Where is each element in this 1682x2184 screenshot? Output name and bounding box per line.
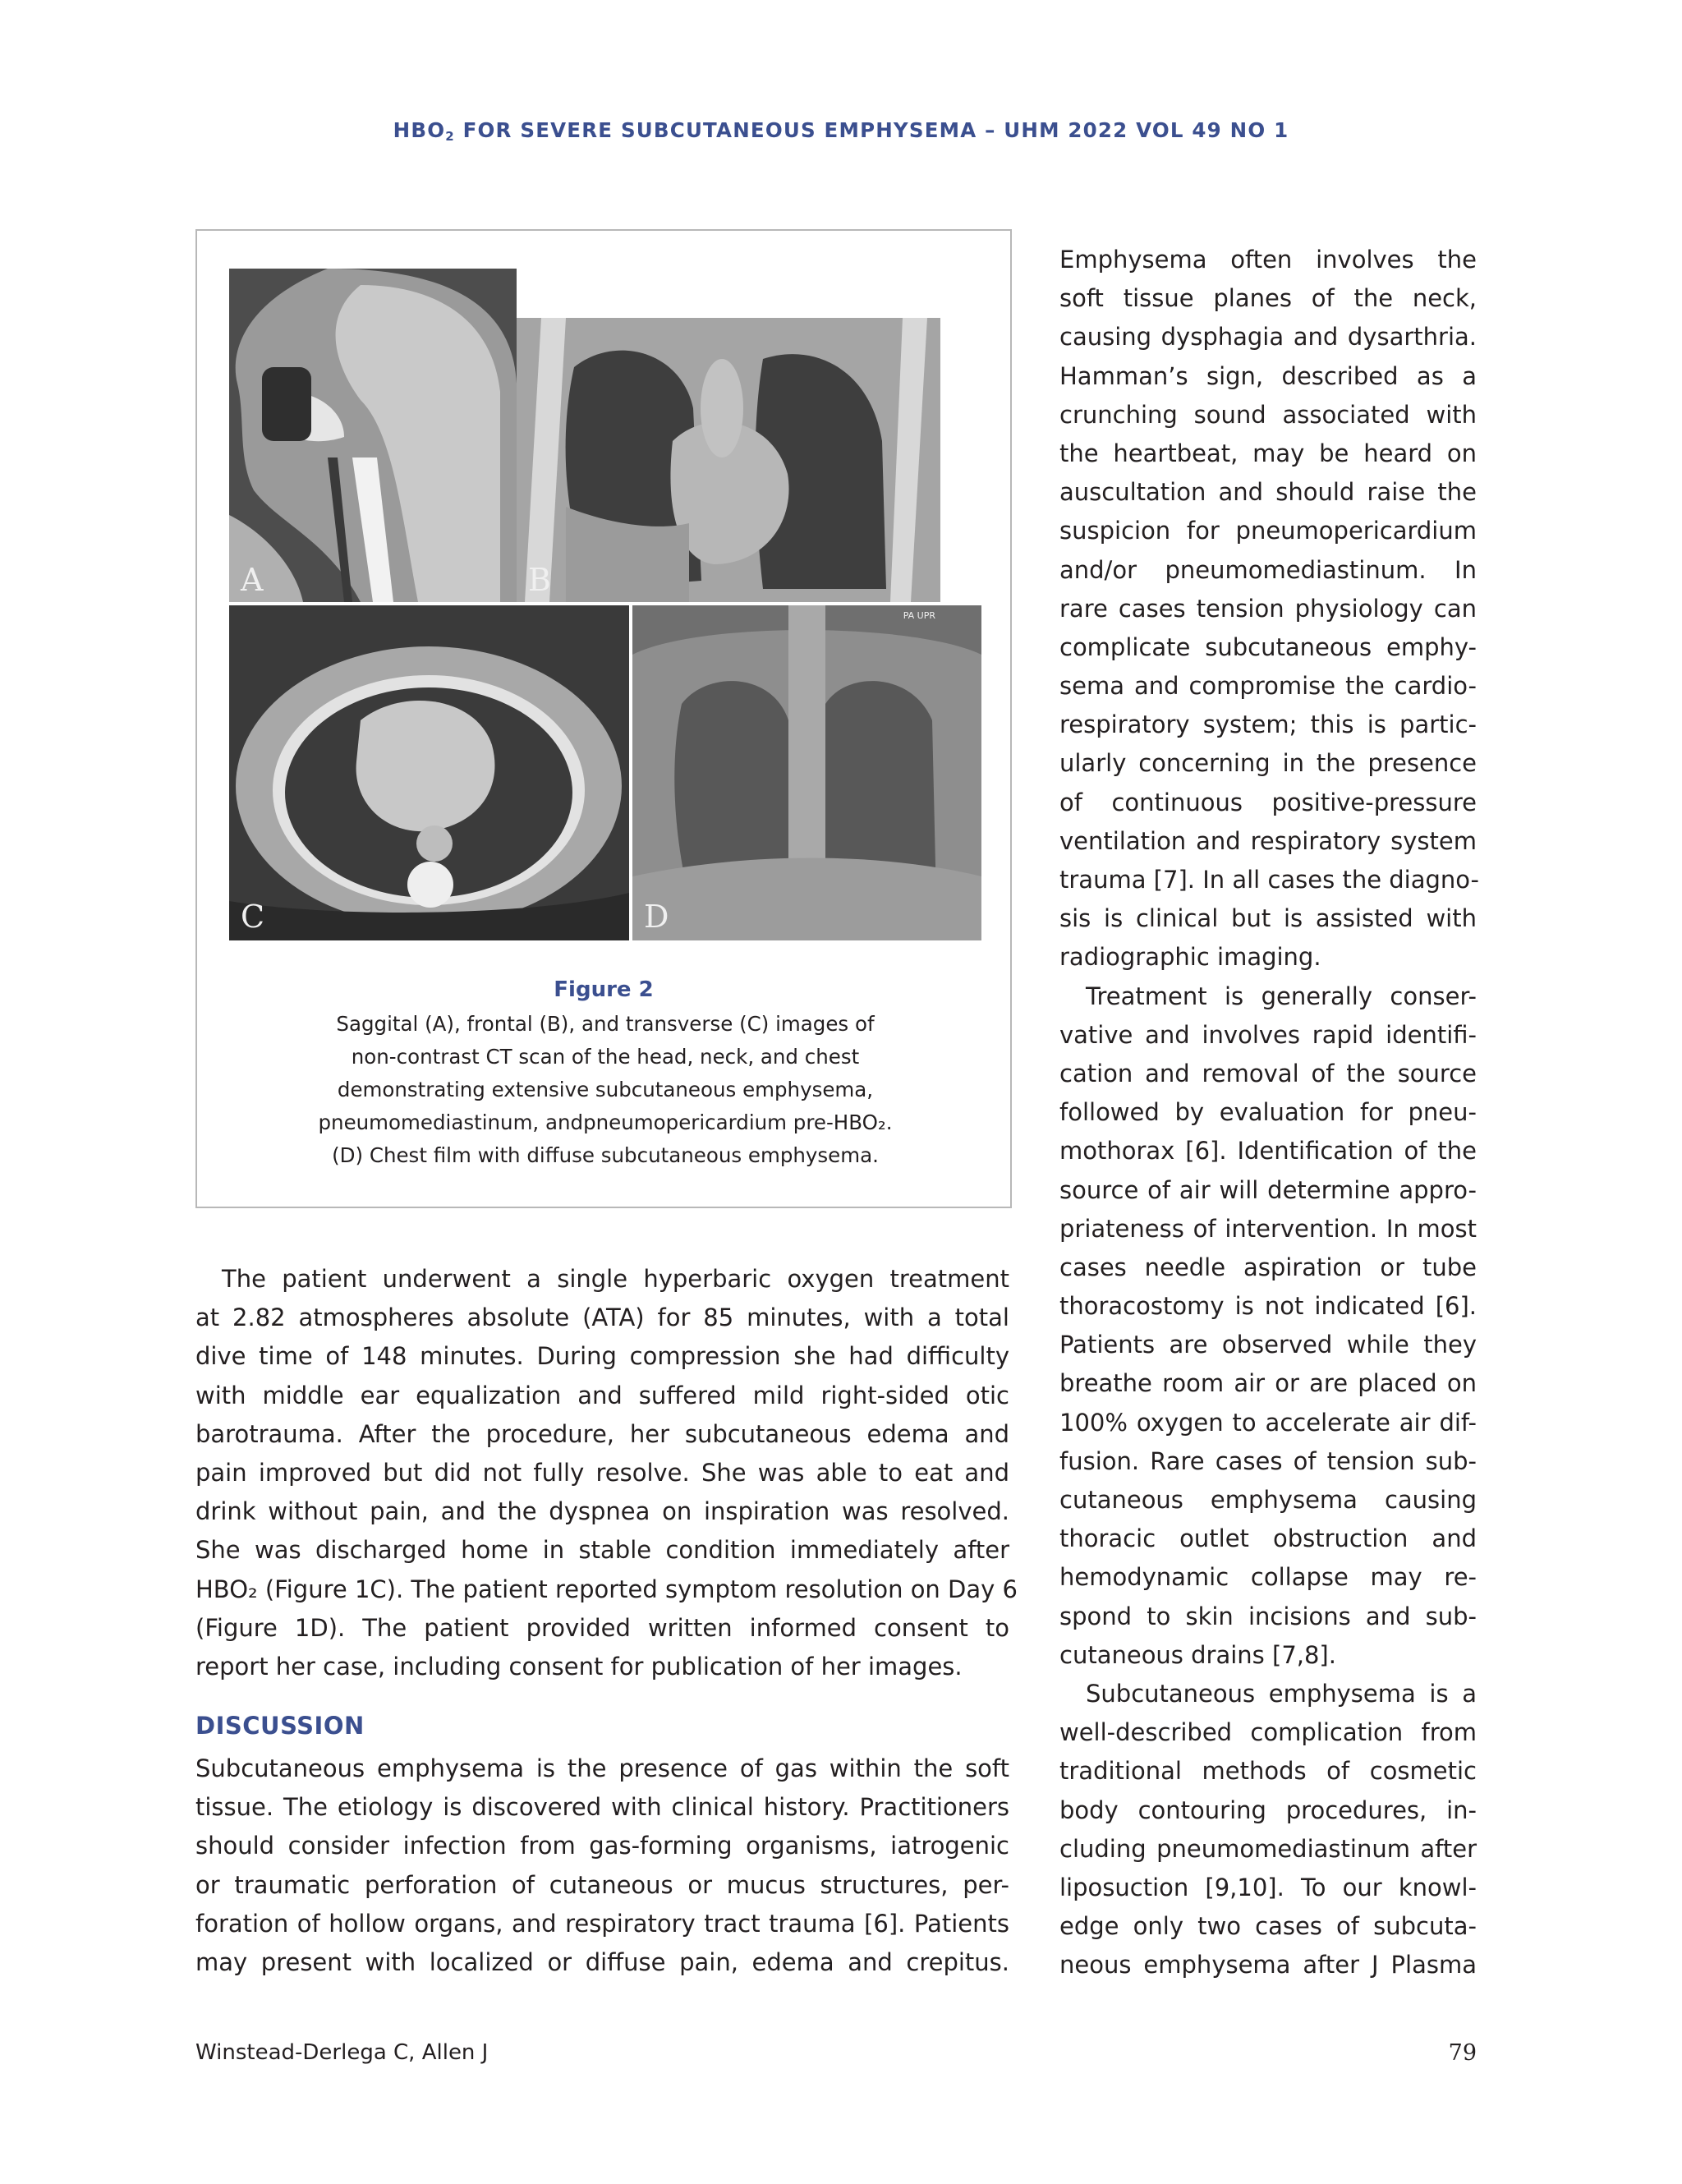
caption-line: pneumomediastinum, andpneumopericardium pre-HBO₂. [318, 1110, 893, 1134]
text-line: respiratory system; this is partic- [1059, 710, 1477, 739]
figure-title: Figure 2 [554, 977, 654, 1002]
caption-line: non-contrast CT scan of the head, neck, and chest [351, 1045, 860, 1069]
text-line: cases needle aspiration or tube [1059, 1253, 1477, 1281]
right-column-text [1059, 241, 1480, 1984]
text-line: barotrauma. After the procedure, her subcutaneous edema and [195, 1419, 1009, 1448]
text-line: (Figure 1D). The patient provided written informed consent to [195, 1613, 1009, 1642]
footer-authors: Winstead-Derlega C, Allen J [195, 2040, 489, 2065]
text-line: ventilation and respiratory system [1059, 826, 1477, 855]
text-line: She was discharged home in stable condition immediately after [195, 1536, 1009, 1565]
text-line: crunching sound associated with [1059, 400, 1477, 429]
text-line: foration of hollow organs, and respiratory tract trauma [6]. Patients [195, 1909, 1009, 1938]
text-line: auscultation and should raise the [1059, 478, 1477, 507]
panel-label-b: B [528, 562, 551, 598]
panel-label-c: C [241, 899, 265, 935]
caption-line: demonstrating extensive subcutaneous emphysema, [337, 1078, 874, 1101]
text-line: suspicion for pneumopericardium [1059, 517, 1477, 545]
text-line: should consider infection from gas-forming organisms, iatrogenic [195, 1832, 1009, 1860]
running-head-subscript: 2 [445, 129, 455, 144]
text-line: traditional methods of cosmetic [1059, 1757, 1477, 1786]
text-line: cation and removal of the source [1059, 1059, 1477, 1087]
text-line: dive time of 148 minutes. During compression she had difficulty [195, 1342, 1009, 1371]
text-line: source of air will determine appro- [1059, 1175, 1477, 1204]
section-heading-discussion: DISCUSSION [195, 1712, 365, 1740]
text-line: tissue. The etiology is discovered with clinical history. Practitioners [195, 1793, 1009, 1822]
text-line: complicate subcutaneous emphy- [1059, 632, 1477, 661]
text-line: at 2.82 atmospheres absolute (ATA) for 85 minutes, with a total [195, 1304, 1009, 1332]
text-line: sis is clinical but is assisted with [1059, 904, 1477, 933]
text-line: hemodynamic collapse may re- [1059, 1563, 1477, 1592]
text-line: sema and compromise the cardio- [1059, 672, 1477, 701]
text-line: cutaneous drains [7,8]. [1059, 1640, 1336, 1669]
text-line: vative and involves rapid identifi- [1059, 1020, 1477, 1049]
body-paragraph-patient-treatment [195, 1260, 1018, 1686]
text-line: HBO₂ (Figure 1C). The patient reported symptom resolution on Day 6 [195, 1575, 1018, 1603]
text-line: fusion. Rare cases of tension sub- [1059, 1446, 1477, 1475]
text-line: 100% oxygen to accelerate air dif- [1059, 1408, 1477, 1437]
caption-line: (D) Chest film with diffuse subcutaneous emphysema. [332, 1143, 879, 1167]
figure-caption [230, 1008, 981, 1172]
text-line: cutaneous emphysema causing [1059, 1486, 1477, 1514]
text-line: and/or pneumomediastinum. In [1059, 555, 1477, 584]
text-line: neous emphysema after J Plasma [1059, 1951, 1477, 1979]
text-line: Subcutaneous emphysema is the presence of gas within the soft [195, 1754, 1009, 1782]
text-line: of continuous positive-pressure [1059, 788, 1477, 816]
text-line: causing dysphagia and dysarthria. [1059, 323, 1477, 352]
ct-sagittal-image [229, 269, 517, 602]
text-line: may present with localized or diffuse pain, edema and crepitus. [195, 1947, 1009, 1976]
text-line: the heartbeat, may be heard on [1059, 439, 1477, 467]
text-line: breathe room air or are placed on [1059, 1369, 1477, 1398]
text-line: body contouring procedures, in- [1059, 1795, 1477, 1824]
text-line: radiographic imaging. [1059, 943, 1321, 972]
text-line: Treatment is generally conser- [1086, 982, 1477, 1010]
text-line: spond to skin incisions and sub- [1059, 1602, 1477, 1630]
text-line: with middle ear equalization and suffered mild right-sided otic [195, 1381, 1009, 1409]
text-line: pain improved but did not fully resolve. She was able to eat and [195, 1458, 1009, 1487]
text-line: Emphysema often involves the [1059, 246, 1477, 274]
text-line: rare cases tension physiology can [1059, 594, 1477, 623]
text-line: trauma [7]. In all cases the diagno- [1059, 866, 1480, 894]
text-line: Subcutaneous emphysema is a [1086, 1679, 1477, 1708]
text-line: Hamman’s sign, described as a [1059, 361, 1477, 390]
text-line: thoracic outlet obstruction and [1059, 1524, 1477, 1553]
text-line: The patient underwent a single hyperbaric oxygen treatment [222, 1265, 1009, 1293]
text-line: thoracostomy is not indicated [6]. [1059, 1292, 1477, 1321]
text-line: ularly concerning in the presence [1059, 749, 1477, 778]
text-line: priateness of intervention. In most [1059, 1214, 1477, 1243]
text-line: or traumatic perforation of cutaneous or mucus structures, per- [195, 1870, 1009, 1899]
text-line: well-described complication from [1059, 1718, 1477, 1747]
caption-line: Saggital (A), frontal (B), and transverse (C) images of [336, 1012, 875, 1036]
text-line: liposuction [9,10]. To our knowl- [1059, 1873, 1477, 1901]
running-head-prefix: HBO [393, 118, 446, 142]
text-line: drink without pain, and the dyspnea on inspiration was resolved. [195, 1497, 1009, 1526]
figure-2 [195, 229, 1012, 1208]
text-line: cluding pneumomediastinum after [1059, 1834, 1477, 1863]
ct-frontal-image [517, 318, 940, 602]
text-line: mothorax [6]. Identification of the [1059, 1137, 1477, 1166]
film-marker: PA UPR [903, 610, 935, 621]
text-line: report her case, including consent for publication of her images. [195, 1652, 963, 1681]
panel-label-a: A [241, 562, 264, 598]
running-head-rest: FOR SEVERE SUBCUTANEOUS EMPHYSEMA – UHM 2022 VOL 49 NO 1 [454, 118, 1289, 142]
ct-transverse-image [229, 605, 629, 940]
body-paragraph-discussion [195, 1749, 1009, 1982]
text-line: soft tissue planes of the neck, [1059, 284, 1477, 313]
text-line: edge only two cases of subcuta- [1059, 1912, 1477, 1941]
chest-film-image [632, 605, 981, 940]
running-head [0, 118, 1682, 144]
panel-label-d: D [644, 899, 669, 935]
text-line: Patients are observed while they [1059, 1331, 1477, 1359]
text-line: followed by evaluation for pneu- [1059, 1098, 1477, 1127]
page-number: 79 [1448, 2040, 1477, 2066]
